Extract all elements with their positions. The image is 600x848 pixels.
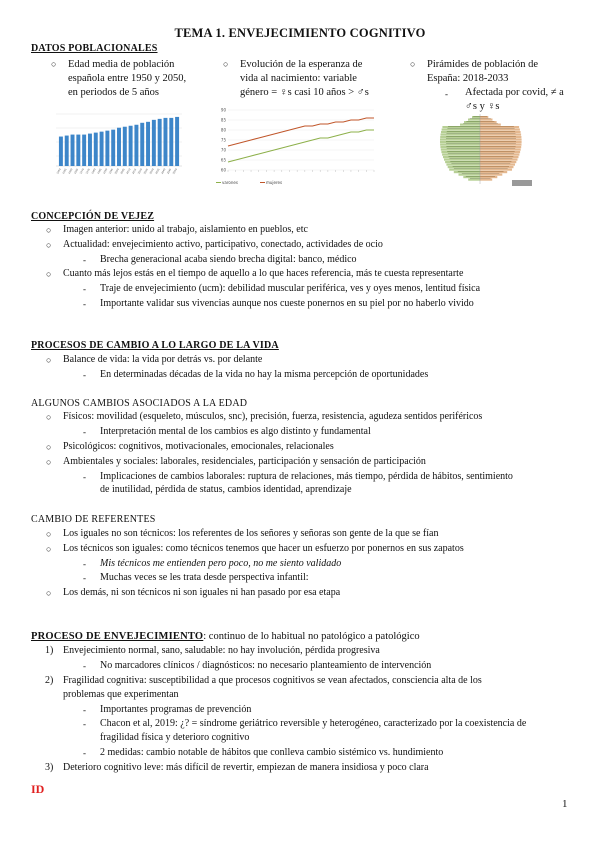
pyramid-outline-right	[480, 131, 515, 132]
pyramid-outline-left	[450, 161, 480, 162]
bullet-circle: ○	[46, 240, 52, 250]
bar-1970	[82, 135, 86, 166]
x-tick-label: 1985	[96, 168, 103, 175]
y-tick-label: 70	[220, 147, 226, 153]
text-line: Fragilidad cognitiva: susceptibilidad a que procesos cognitivos se vean afectados, consciencia alta de los	[63, 675, 482, 686]
x-tick-label: 1980	[91, 168, 97, 175]
bar-1995	[111, 130, 115, 166]
bar-2050	[175, 117, 179, 166]
pyramid-outline-left	[446, 144, 480, 145]
bullet-dash: -	[83, 299, 86, 309]
x-tick-label: 1955	[61, 168, 68, 175]
text-line: problemas que experimentan	[63, 689, 179, 700]
section-heading-concepcion: CONCEPCIÓN DE VEJEZ	[31, 211, 155, 222]
pyramid-outline-right	[480, 161, 511, 162]
text-line: Mis técnicos me entienden pero poco, no me siento validado	[100, 558, 342, 569]
text-line: Los iguales no son técnicos: los referentes de los señores y señoras son gente de la que se fían	[63, 528, 439, 539]
pyramid-outline-left	[451, 164, 480, 165]
x-tick-label: 2020	[137, 168, 144, 175]
text-line: Traje de envejecimiento (ucm): debilidad muscular periférica, ves y oyes menos, lentitud física	[100, 283, 481, 294]
legend-label-varones: varones	[222, 180, 238, 185]
x-tick-label: 2040	[160, 168, 167, 175]
x-tick-label: 1960	[67, 168, 74, 175]
bar-2045	[169, 118, 173, 166]
bullet-dash: -	[83, 661, 86, 671]
pyramid-outline-left	[447, 151, 480, 152]
pyramid-outline-right	[480, 151, 515, 152]
text-line: Interpretación mental de los cambios es algo distinto y fundamental	[100, 426, 371, 437]
bar-1975	[88, 134, 92, 166]
pyramid-outline-left	[453, 166, 480, 167]
text-line: fragilidad física y deterioro cognitivo	[100, 732, 250, 743]
y-tick-label: 80	[220, 127, 226, 133]
pyramid-outline-right	[480, 119, 491, 120]
pyramid-outline-left	[462, 174, 480, 175]
text-line: Brecha generacional acaba siendo brecha digital: banco, médico	[100, 254, 357, 265]
section-heading-procesos: PROCESOS DE CAMBIO A LO LARGO DE LA VIDA	[31, 340, 279, 351]
pyramid-outline-right	[480, 179, 491, 180]
text-line: Importantes programas de prevención	[100, 704, 252, 715]
bullet-dash: -	[83, 719, 86, 729]
list-number: 3)	[45, 762, 54, 773]
text-line: Cuanto más lejos estás en el tiempo de aquello a lo que haces referencia, más te cuesta representarte	[63, 268, 464, 279]
text-line: 2 medidas: cambio notable de hábitos que conlleva cambio sistémico vs. hundimiento	[100, 747, 444, 758]
text-line: Muchas veces se les trata desde perspectiva infantil:	[100, 572, 309, 583]
text-line: Los demás, ni son técnicos ni son iguales ni han pasado por esa etapa	[63, 587, 341, 598]
y-tick-label: 60	[220, 167, 226, 173]
pyramid-outline-left	[463, 124, 480, 125]
text-line: Envejecimiento normal, sano, saludable: no hay involución, pérdida progresiva	[63, 645, 380, 656]
bullet-circle: ○	[223, 59, 229, 69]
population-pyramid-image	[424, 110, 536, 190]
pyramid-outline-right	[480, 164, 510, 165]
bullet-dash: -	[83, 427, 86, 437]
pyramid-outline-left	[448, 126, 480, 127]
x-tick-label: 1970	[79, 168, 85, 175]
pyramid-outline-left	[449, 156, 481, 157]
bullet-circle: ○	[46, 269, 52, 279]
pyramid-outline-left	[446, 139, 480, 140]
section-heading-cambios: ALGUNOS CAMBIOS ASOCIADOS A LA EDAD	[31, 398, 248, 409]
bullet-dash: -	[83, 472, 86, 482]
pyramid-outline-right	[480, 116, 487, 117]
pyramid-outline-left	[446, 141, 480, 142]
text-line: Implicaciones de cambios laborales: ruptura de relaciones, más tiempo, pérdida de hábitos, sentimiento	[100, 471, 513, 482]
bar-2015	[134, 125, 138, 166]
x-tick-label: 2030	[149, 168, 155, 175]
x-tick-label: 2010	[125, 168, 132, 175]
bar-1985	[100, 132, 104, 166]
pyramid-outline-right	[480, 171, 504, 172]
text-line: Ambientales y sociales: laborales, residenciales, participación y sensación de participación	[63, 456, 426, 467]
pyramid-outline-right	[480, 174, 499, 175]
pyramid-outline-right	[480, 169, 508, 170]
pyramid-outline-right	[480, 154, 514, 155]
text-line: de inutilidad, pérdida de status, cambios identidad, aprendizaje	[100, 484, 352, 495]
bullet-circle: ○	[46, 412, 52, 422]
bar-1950	[59, 137, 63, 166]
pyramid-outline-right	[480, 124, 498, 125]
pyramid-outline-right	[480, 121, 494, 122]
x-tick-label: 2050	[172, 168, 178, 175]
age-bar-chart	[52, 108, 186, 176]
series-line-varones	[228, 130, 374, 162]
bar-1955	[65, 136, 69, 166]
pyramid-outline-right	[480, 149, 515, 150]
text-line: Chacon et al, 2019: ¿? = síndrome geriátrico reversible y heterogéneo, caracterizado por la coexistencia de	[100, 718, 527, 729]
x-tick-label: 2005	[120, 168, 126, 175]
text-line: Balance de vida: la vida por detrás vs. por delante	[63, 354, 263, 365]
pyramid-outline-left	[473, 116, 480, 117]
pyramid-outline-right	[480, 136, 516, 137]
datos-col1-text: Edad media de población española entre 1950 y 2050, en periodos de 5 años	[68, 59, 187, 98]
text-line: En determinadas décadas de la vida no hay la misma percepción de oportunidades	[100, 369, 429, 380]
x-tick-label: 1975	[85, 168, 91, 175]
bar-1965	[76, 135, 80, 166]
text-line: Físicos: movilidad (esqueleto, músculos, snc), precisión, fuerza, resistencia, agudeza sentidos periféricos	[63, 411, 483, 422]
section-heading-datos: DATOS POBLACIONALES	[31, 43, 158, 54]
pyramid-outline-left	[447, 149, 480, 150]
pyramid-outline-right	[480, 134, 516, 135]
bullet-dash: -	[83, 705, 86, 715]
page-number: 1	[562, 798, 568, 810]
pyramid-outline-right	[480, 159, 512, 160]
bullet-circle: ○	[46, 442, 52, 452]
pyramid-outline-left	[447, 131, 480, 132]
text-line: Actualidad: envejecimiento activo, participativo, conectado, actividades de ocio	[63, 239, 383, 250]
pyramid-outline-left	[470, 179, 480, 180]
datos-col3-text: Pirámides de población de España: 2018-2033	[427, 59, 539, 84]
x-tick-label: 1990	[102, 168, 109, 175]
pyramid-outline-left	[446, 134, 480, 135]
datos-col2-text: Evolución de la esperanza de vida al nacimiento: variable género = ♀s casi 10 años > ♂s	[240, 59, 369, 98]
pyramid-outline-right	[480, 166, 509, 167]
pyramid-outline-left	[466, 176, 480, 177]
x-tick-label: 2025	[143, 168, 149, 175]
text-line: Importante validar sus vivencias aunque nos cueste ponernos en su piel por no haberlo vivido	[100, 298, 474, 309]
bullet-circle: ○	[46, 225, 52, 235]
bar-1990	[105, 131, 109, 166]
bullet-circle: ○	[46, 544, 52, 554]
text-line: Los técnicos son iguales: como técnicos tenemos que hacer un esfuerzo por ponernos en sus zapatos	[63, 543, 464, 554]
bullet-dash: -	[83, 748, 86, 758]
pyramid-outline-right	[480, 141, 516, 142]
bullet-circle: ○	[46, 457, 52, 467]
bullet-circle: ○	[46, 529, 52, 539]
text-line: Imagen anterior: unido al trabajo, aislamiento en pueblos, etc	[63, 224, 308, 235]
pyramid-outline-right	[480, 126, 514, 127]
bar-2035	[158, 119, 162, 166]
bar-2040	[164, 118, 168, 166]
y-tick-label: 85	[220, 117, 226, 123]
pyramid-outline-left	[449, 159, 480, 160]
text-line: No marcadores clínicos / diagnósticos: no necesario planteamiento de intervención	[100, 660, 432, 671]
x-tick-label: 1965	[73, 168, 80, 175]
pyramid-outline-right	[480, 139, 516, 140]
x-tick-label: 1995	[108, 168, 115, 175]
datos-col3-sub: Afectada por covid, ≠ a ♂s y ♀s	[465, 87, 564, 112]
bullet-circle: ○	[46, 588, 52, 598]
x-tick-label: 1950	[56, 168, 62, 175]
bar-2025	[146, 122, 150, 166]
pyramid-outline-right	[480, 129, 515, 130]
y-tick-label: 90	[220, 107, 226, 113]
pyramid-outline-left	[454, 169, 480, 170]
list-number: 1)	[45, 645, 54, 656]
pyramid-outline-right	[480, 144, 516, 145]
bar-2000	[117, 128, 121, 166]
life-expectancy-line-chart	[214, 106, 380, 188]
bullet-circle: ○	[410, 59, 416, 69]
y-tick-label: 75	[220, 137, 226, 143]
bar-2020	[140, 123, 144, 166]
bullet-dash: -	[83, 559, 86, 569]
pyramid-outline-right	[480, 176, 495, 177]
bullet-dash: -	[83, 573, 86, 583]
pyramid-outline-left	[447, 129, 480, 130]
text-line: Psicológicos: cognitivos, motivacionales, emocionales, relacionales	[63, 441, 334, 452]
id-tag: ID	[31, 782, 45, 796]
x-tick-label: 2035	[154, 168, 161, 175]
bar-1980	[94, 133, 98, 166]
page-title: TEMA 1. ENVEJECIMIENTO COGNITIVO	[174, 26, 426, 40]
bullet-dash: -	[83, 255, 86, 265]
bullet-circle: ○	[46, 355, 52, 365]
bullet-dash: -	[445, 89, 448, 99]
x-tick-label: 2015	[131, 168, 138, 175]
x-tick-label: 2000	[114, 168, 120, 175]
bullet-circle: ○	[51, 59, 57, 69]
pyramid-outline-left	[446, 136, 480, 137]
pyramid-outline-left	[470, 119, 480, 120]
text-line: Deterioro cognitivo leve: más difícil de revertir, empiezan de manera insidiosa y poco clara	[63, 762, 429, 773]
bar-1960	[71, 135, 75, 166]
pyramid-outline-left	[466, 121, 480, 122]
bar-2005	[123, 127, 127, 166]
pyramid-outline-left	[458, 171, 480, 172]
legend-label-mujeres: mujeres	[266, 180, 283, 185]
pyramid-outline-left	[448, 154, 480, 155]
pyramid-outline-right	[480, 156, 513, 157]
y-tick-label: 65	[220, 157, 226, 163]
pyramid-outline-right	[480, 146, 516, 147]
bar-2030	[152, 120, 156, 166]
pyramid-outline-left	[446, 146, 480, 147]
section-heading-proceso-env: PROCESO DE ENVEJECIMIENTO: continuo de lo habitual no patológico a patológico	[31, 631, 420, 642]
bullet-dash: -	[83, 284, 86, 294]
bar-2010	[129, 126, 133, 166]
list-number: 2)	[45, 675, 54, 686]
bullet-dash: -	[83, 370, 86, 380]
x-tick-label: 2045	[166, 168, 173, 175]
section-heading-referentes: CAMBIO DE REFERENTES	[31, 514, 156, 525]
